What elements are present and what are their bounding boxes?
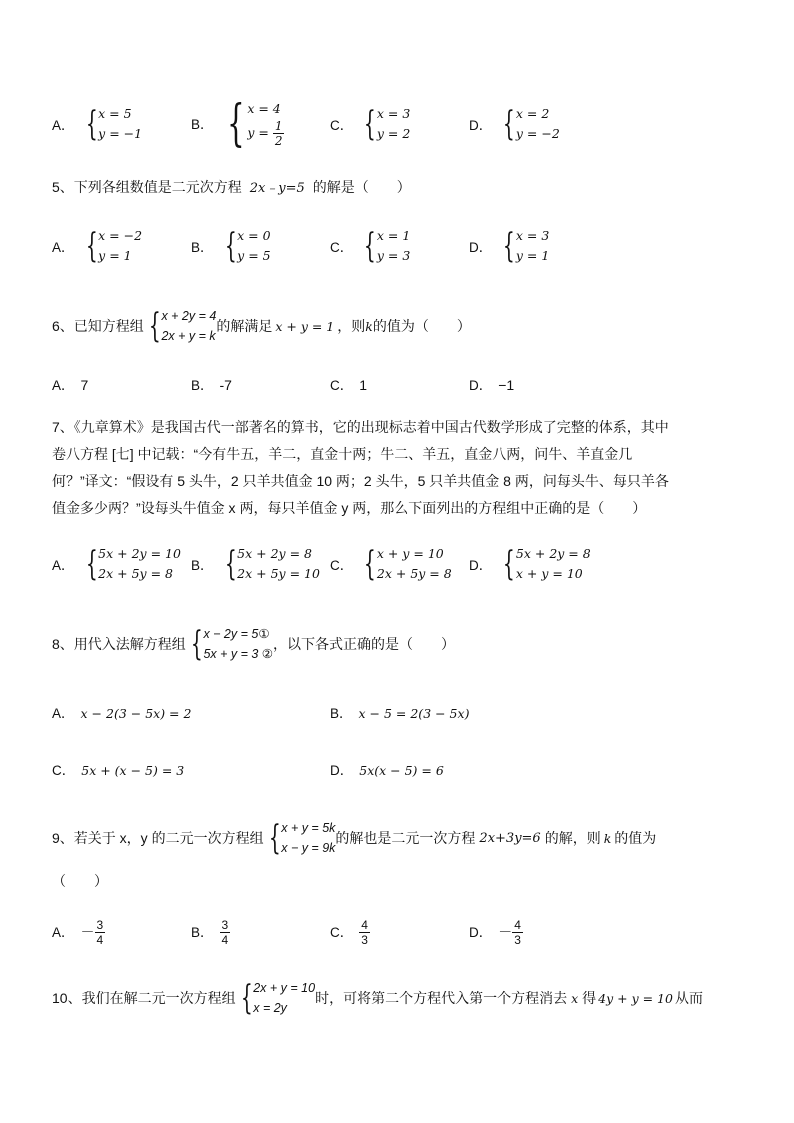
brace-icon: { bbox=[503, 104, 516, 144]
q7-option-d[interactable]: D． { 5x + 2y = 8 x + y = 10 bbox=[469, 544, 591, 584]
q4-option-a[interactable] bbox=[52, 104, 142, 144]
q5-option-b[interactable]: B． { x = 0 y = 5 bbox=[191, 226, 271, 266]
question-5: 5、下列各组数值是二元次方程 2x﹣y=5 的解是（ ） bbox=[52, 179, 411, 196]
equation-2: y = 2 bbox=[376, 126, 411, 141]
q7-option-a[interactable]: A． { 5x + 2y = 10 2x + 5y = 8 bbox=[52, 544, 181, 584]
q9-option-b[interactable]: B． $\frac{3}{4}$ bbox=[191, 918, 229, 947]
q6-option-d[interactable]: D． −1 bbox=[469, 377, 515, 393]
equation-system bbox=[220, 94, 285, 152]
q7-line-2: 卷八方程 [七] 中记载：“今有牛五，羊二，直金十两；牛二、羊五，直金八两，问牛、羊直金几 bbox=[52, 446, 633, 462]
brace-icon: { bbox=[226, 94, 245, 152]
brace-icon: { bbox=[240, 978, 253, 1018]
q8-option-d[interactable]: D． 5x(x − 5) = 6 bbox=[330, 763, 444, 778]
q8-option-c[interactable]: C． 5x + (x − 5) = 3 bbox=[52, 763, 185, 778]
brace-icon: { bbox=[224, 544, 237, 584]
equation: 2x﹣y=5 bbox=[249, 181, 305, 196]
option-label: A． bbox=[52, 118, 75, 133]
q8-option-a[interactable]: A． x − 2(3 − 5x) = 2 bbox=[52, 706, 192, 721]
equation-1: x = 2 bbox=[515, 106, 550, 121]
q7-option-c[interactable]: C． { x + y = 10 2x + 5y = 8 bbox=[330, 544, 452, 584]
question-9: 9、若关于 x，y 的二元一次方程组 { x + y = 5k x − y = 9k 的解也是二元一次方程 2x+3y=6 的解，则 k 的值为 bbox=[52, 818, 657, 858]
question-7 bbox=[52, 414, 742, 522]
brace-icon: { bbox=[364, 226, 377, 266]
brace-icon: { bbox=[148, 306, 161, 346]
q7-line-4: 值金多少两？”设每头牛值金 x 两，每只羊值金 y 两，那么下面列出的方程组中正确的是（ ） bbox=[52, 500, 647, 516]
q5-option-d[interactable]: D． { x = 3 y = 1 bbox=[469, 226, 550, 266]
equation-system: { x + 2y = 4 2x + y = k bbox=[148, 306, 217, 346]
q5-option-c[interactable]: C． { x = 1 y = 3 bbox=[330, 226, 411, 266]
q9-answer-blank: （ ） bbox=[52, 873, 108, 889]
brace-icon: { bbox=[268, 818, 281, 858]
q7-line-3: 何？”译文：“假设有 5 头牛，2 只羊共值金 10 两；2 头牛，5 只羊共值金 8 两，问每头牛、每只羊各 bbox=[52, 473, 669, 489]
brace-icon: { bbox=[503, 544, 516, 584]
brace-icon: { bbox=[85, 544, 98, 584]
q7-option-b[interactable]: B． { 5x + 2y = 8 2x + 5y = 10 bbox=[191, 544, 320, 584]
equation-2: y = $\frac{1}{2}$ bbox=[247, 118, 283, 148]
brace-icon: { bbox=[85, 226, 98, 266]
brace-icon: { bbox=[364, 104, 377, 144]
equation-1: x = 3 bbox=[376, 106, 411, 121]
brace-icon: { bbox=[224, 226, 237, 266]
equation-1: x = 4 bbox=[247, 100, 281, 116]
option-label: D． bbox=[469, 118, 493, 133]
q9-option-d[interactable]: D． － $\frac{4}{3}$ bbox=[469, 918, 521, 947]
equation-system: { x + y = 5k x − y = 9k bbox=[268, 818, 336, 858]
equation-system: { x − 2y = 5① 5x + y = 3 ② bbox=[190, 624, 274, 664]
equation-2: y = −1 bbox=[98, 126, 143, 141]
q9-option-a[interactable]: A． － $\frac{3}{4}$ bbox=[52, 918, 104, 947]
brace-icon: { bbox=[190, 624, 203, 664]
q8-option-b[interactable]: B． x − 5 = 2(3 − 5x) bbox=[330, 706, 470, 721]
q5-option-a[interactable]: A． { x = −2 y = 1 bbox=[52, 226, 143, 266]
brace-icon: { bbox=[503, 226, 516, 266]
q6-option-a[interactable]: A． 7 bbox=[52, 377, 89, 393]
q4-option-d[interactable] bbox=[469, 104, 560, 144]
question-10: 10、我们在解二元一次方程组 { 2x + y = 10 x = 2y 时，可将第二个方程代入第一个方程消去 x 得 4y + y = 10 从而 bbox=[52, 978, 703, 1018]
q6-option-b[interactable]: B． -7 bbox=[191, 377, 232, 393]
equation-system bbox=[359, 104, 410, 144]
q6-option-c[interactable]: C． 1 bbox=[330, 377, 368, 393]
brace-icon: { bbox=[85, 104, 98, 144]
option-label: B． bbox=[191, 117, 214, 132]
question-8: 8、用代入法解方程组 { x − 2y = 5① 5x + y = 3 ② ，以下各式正确的是（ ） bbox=[52, 624, 456, 664]
q4-option-c[interactable] bbox=[330, 104, 410, 144]
equation-system: { 2x + y = 10 x = 2y bbox=[240, 978, 316, 1018]
equation-1: x = 5 bbox=[98, 106, 132, 121]
equation-system bbox=[498, 104, 560, 144]
equation-system bbox=[81, 104, 143, 144]
q9-option-c[interactable]: C． $\frac{4}{3}$ bbox=[330, 918, 368, 947]
equation-2: y = −2 bbox=[515, 126, 560, 141]
question-6: 6、已知方程组 { x + 2y = 4 2x + y = k 的解满足 x + y = 1 ，则 k 的值为（ ） bbox=[52, 306, 471, 346]
brace-icon: { bbox=[364, 544, 377, 584]
q7-line-1: 7、《九章算术》是我国古代一部著名的算书，它的出现标志着中国古代数学形成了完整的体系，其中 bbox=[52, 419, 669, 435]
option-label: C． bbox=[330, 118, 354, 133]
q4-option-b[interactable] bbox=[191, 94, 284, 152]
